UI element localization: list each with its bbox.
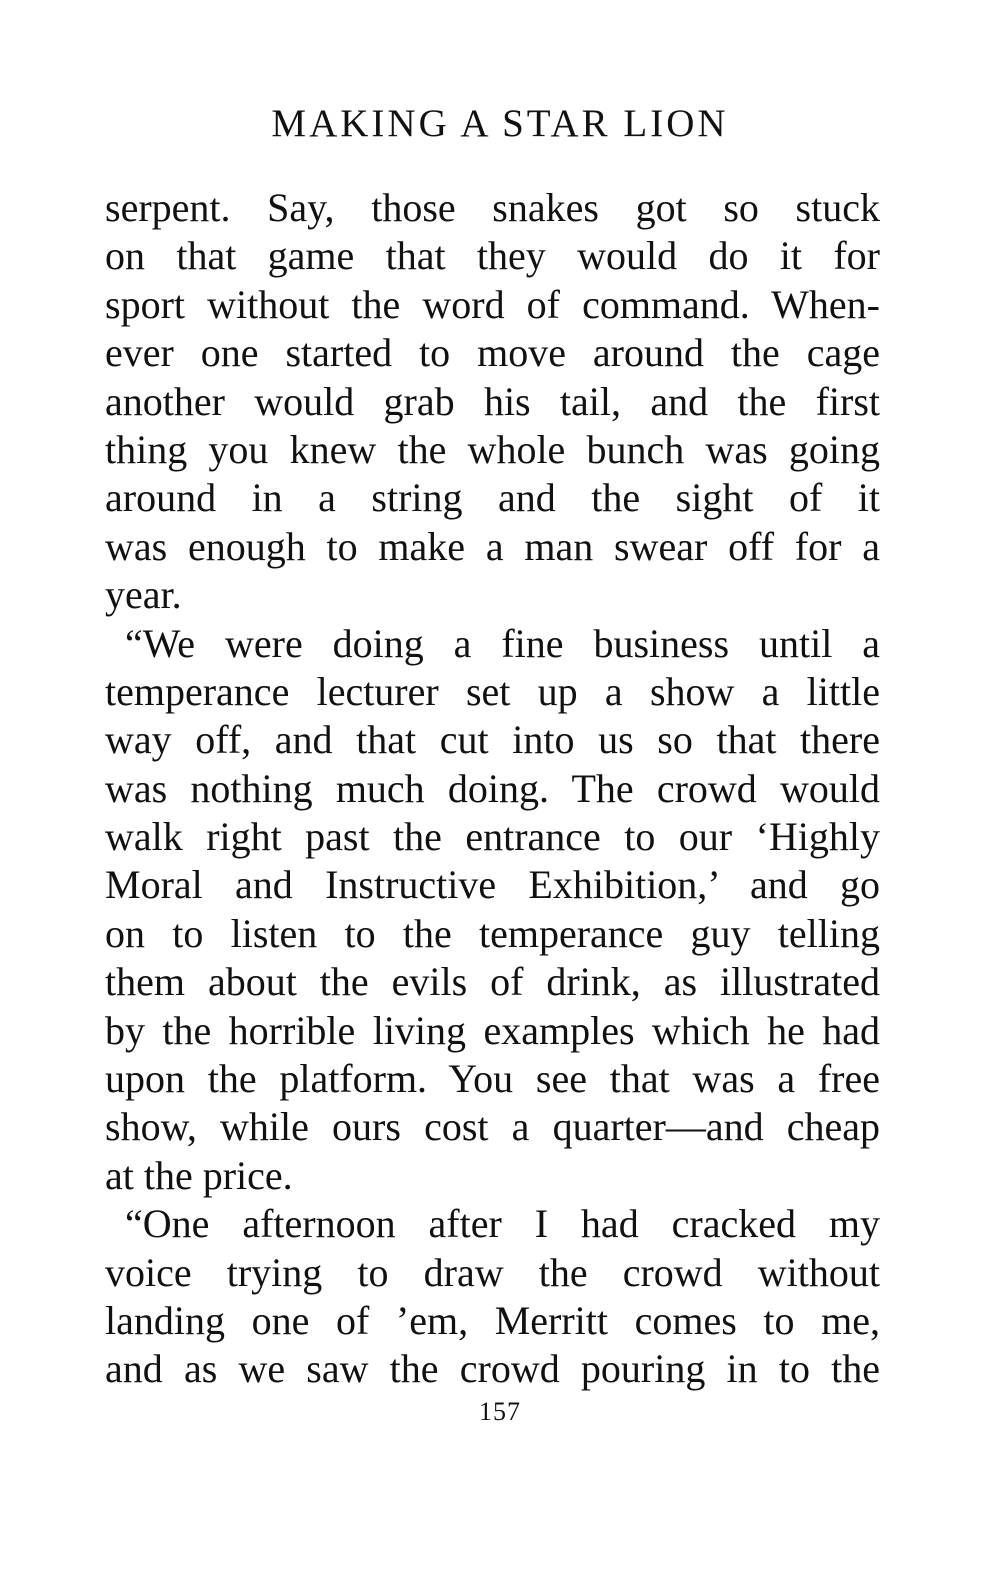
body-text — [105, 184, 880, 1394]
text-line: serpent. Say, those snakes got so stuck — [105, 185, 880, 230]
text-line: around in a string and the sight of it — [105, 475, 880, 521]
text-line: them about the evils of drink, as illustrated — [105, 959, 880, 1005]
text-line: at the price. — [105, 1152, 293, 1198]
running-header: MAKING A STAR LION — [271, 102, 729, 145]
text-line: upon the platform. You see that was a free — [105, 1056, 880, 1102]
text-line: year. — [105, 572, 182, 618]
text-line: ever one started to move around the cage — [105, 330, 880, 376]
text-line: Moral and Instructive Exhibition,’ and go — [105, 862, 880, 908]
text-line: and as we saw the crowd pouring in to the — [105, 1346, 880, 1392]
text-line: temperance lecturer set up a show a little — [105, 668, 880, 714]
text-line: walk right past the entrance to our ‘Highly — [105, 814, 880, 860]
text-line: on that game that they would do it for — [105, 233, 880, 279]
text-line: voice trying to draw the crowd without — [105, 1249, 880, 1295]
text-line: landing one of ’em, Merritt comes to me, — [105, 1297, 880, 1343]
text-line: on to listen to the temperance guy telling — [105, 910, 880, 956]
text-line: sport without the word of command. When- — [105, 281, 880, 327]
text-line: “We were doing a fine business until a — [125, 620, 880, 666]
text-line: was enough to make a man swear off for a — [105, 523, 880, 569]
text-line: way off, and that cut into us so that there — [105, 717, 880, 763]
text-line: another would grab his tail, and the first — [105, 378, 880, 424]
text-line: show, while ours cost a quarter—and cheap — [105, 1104, 880, 1150]
text-line: was nothing much doing. The crowd would — [105, 765, 880, 811]
text-line: “One afternoon after I had cracked my — [125, 1201, 880, 1247]
text-line: thing you knew the whole bunch was going — [105, 426, 880, 472]
text-line: by the horrible living examples which he had — [105, 1007, 880, 1053]
page-number: 157 — [479, 1397, 521, 1426]
